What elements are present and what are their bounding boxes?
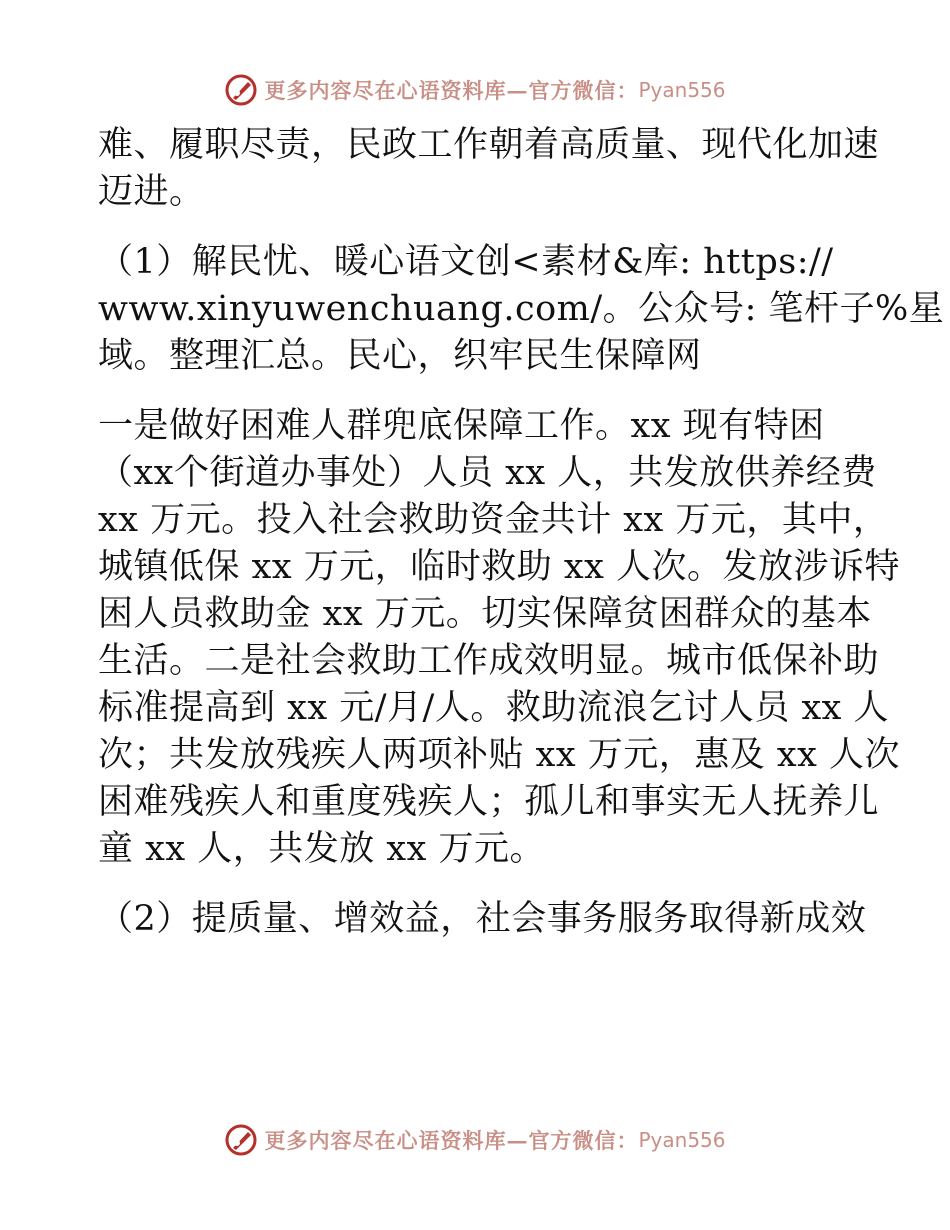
watermark-wechat-id: Pyan556 [638, 1128, 726, 1152]
text-line: 域。整理汇总。民心，织牢民生保障网 [98, 336, 702, 376]
text-line: 困人员救助金 xx 万元。切实保障贫困群众的基本 [98, 594, 872, 634]
paragraph [98, 122, 880, 216]
text-line: 城镇低保 xx 万元，临时救助 xx 人次。发放涉诉特 [98, 547, 900, 587]
watermark-text: 更多内容尽在心语资料库—官方微信： [264, 1128, 639, 1153]
paragraph [98, 896, 867, 943]
text-line: （1）解民忧、暖心语文创<素材&库: https:// [98, 242, 834, 282]
text-line: 难、履职尽责，民政工作朝着高质量、现代化加速 [98, 125, 880, 165]
text-line: 童 xx 人，共发放 xx 万元。 [98, 829, 545, 869]
text-line: （2）提质量、增效益，社会事务服务取得新成效 [98, 899, 867, 939]
text-line: 生活。二是社会救助工作成效明显。城市低保补助 [98, 641, 880, 681]
text-line: （xx个街道办事处）人员 xx 人，共发放供养经费 [98, 453, 877, 493]
quill-logo-icon [224, 1123, 258, 1157]
text-line: www.xinyuwenchuang.com/。公众号: 笔杆子%星 [98, 289, 945, 329]
document-body [98, 122, 945, 966]
watermark-wechat-id: Pyan556 [638, 78, 726, 102]
text-line: 次；共发放残疾人两项补贴 xx 万元，惠及 xx 人次 [98, 735, 900, 775]
footer-watermark [0, 1120, 950, 1160]
text-line: 一是做好困难人群兜底保障工作。xx 现有特困 [98, 406, 825, 446]
text-line: 困难残疾人和重度残疾人；孤儿和事实无人抚养儿 [98, 782, 880, 822]
paragraph [98, 239, 945, 380]
header-watermark [0, 70, 950, 110]
watermark-text: 更多内容尽在心语资料库—官方微信： [264, 78, 639, 103]
text-line: 标准提高到 xx 元/月/人。救助流浪乞讨人员 xx 人 [98, 688, 890, 728]
paragraph [98, 403, 900, 873]
quill-logo-icon [224, 73, 258, 107]
text-line: 迈进。 [98, 172, 205, 212]
text-line: xx 万元。投入社会救助资金共计 xx 万元，其中， [98, 500, 889, 540]
